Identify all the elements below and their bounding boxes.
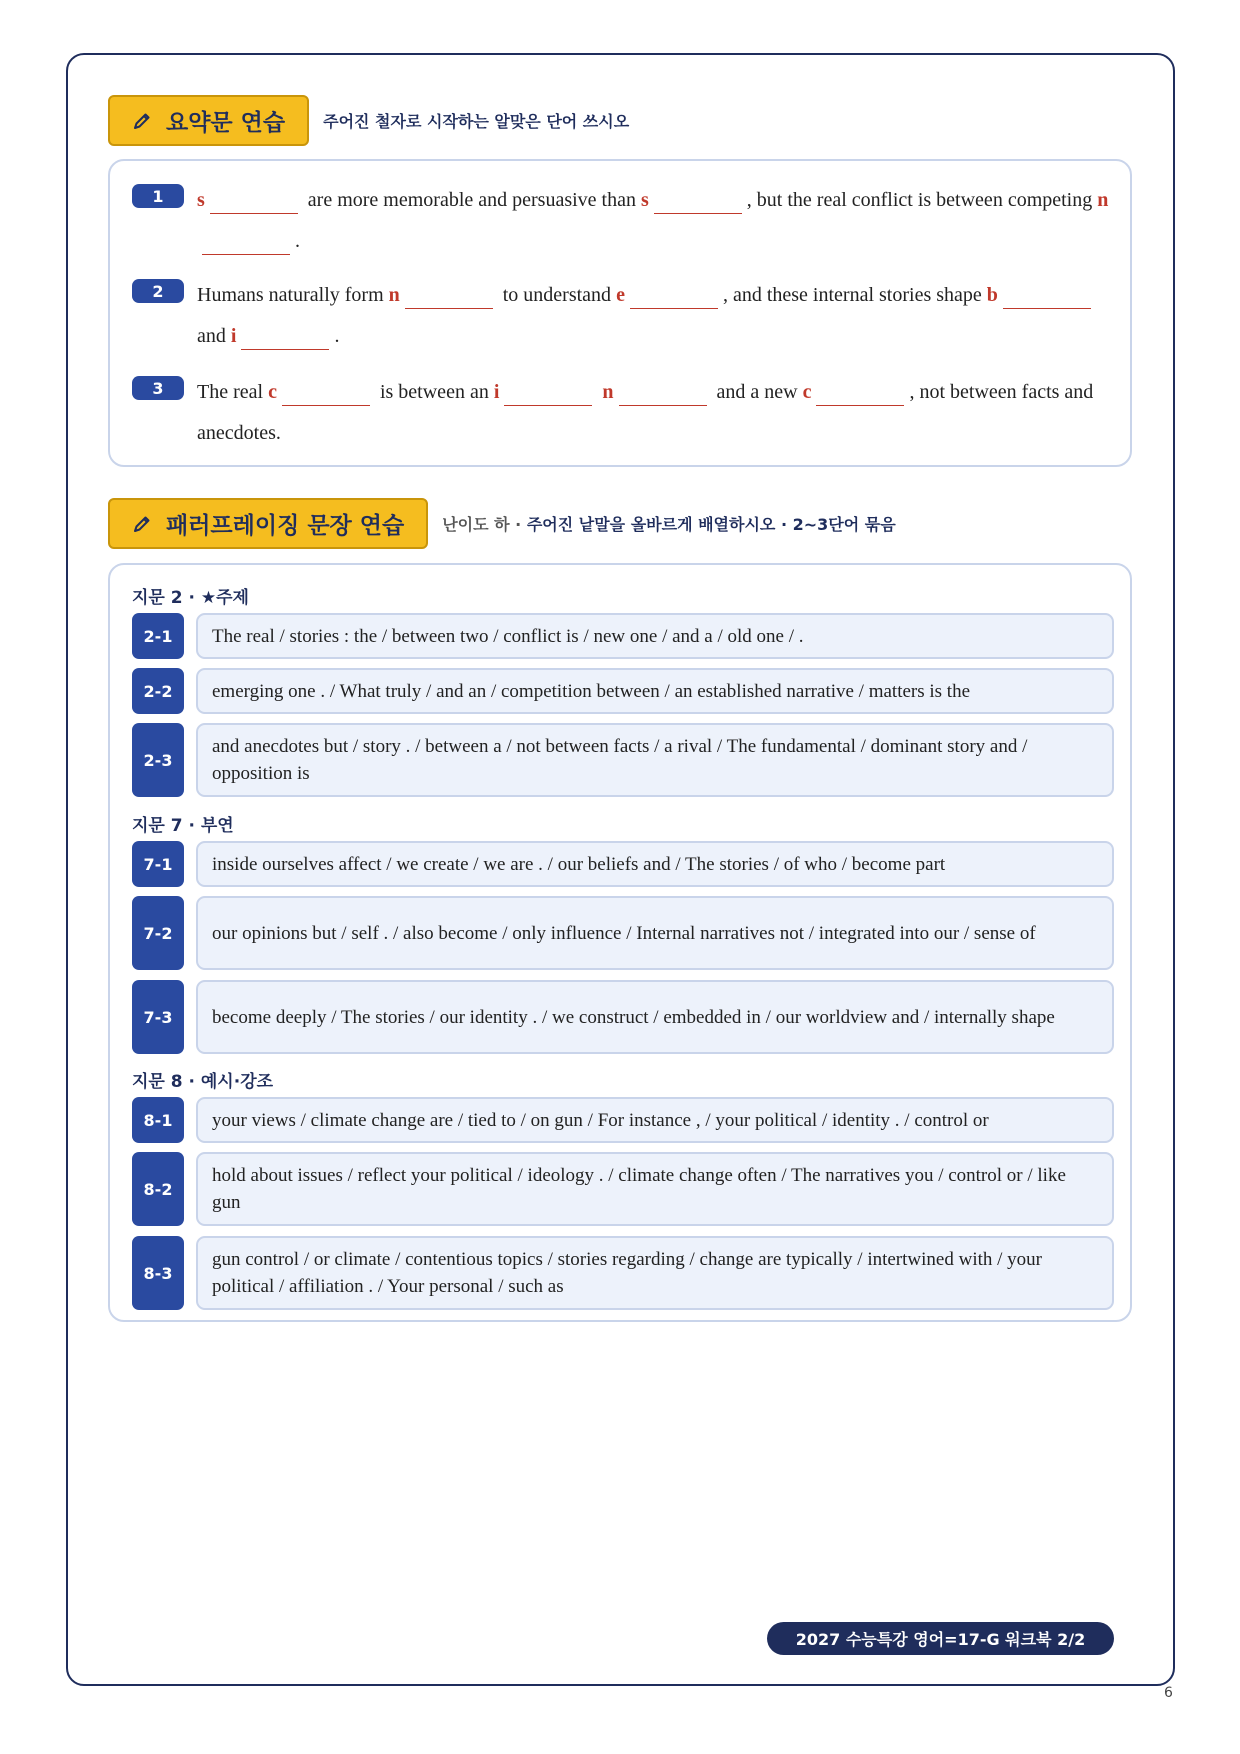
row-number: 7-3 [132,980,184,1054]
sentence-text: and [197,325,231,347]
row-word-chunks: your views / climate change are / tied to / on gun / For instance , / your political / identity . / control or [196,1097,1114,1143]
row-word-chunks: The real / stories : the / between two / conflict is / new one / and a / old one / . [196,613,1114,659]
group-title-7: 지문 7 · 부연 [132,816,234,836]
summary-instruction: 주어진 철자로 시작하는 알맞은 단어 쓰시오 [323,112,630,131]
sentence-text: . [334,325,340,347]
row-number: 8-1 [132,1097,184,1143]
sentence-text: . [295,230,300,252]
hint-letter: c [268,381,277,403]
answer-blank [210,190,298,214]
paraphrase-instruction [442,512,895,535]
paraphrase-section-header [108,498,896,549]
pencil-icon [132,111,152,131]
hint-letter: e [616,284,625,306]
summary-item-text [197,275,1117,357]
row-word-chunks: inside ourselves affect / we create / we are . / our beliefs and / The stories / of who / become part [196,841,1114,887]
answer-blank [405,285,493,309]
answer-blank [619,382,707,406]
row-number: 2-3 [132,723,184,797]
hint-letter: n [388,284,400,306]
sentence-text: Humans naturally form [197,284,389,306]
summary-item-text [197,180,1117,262]
row-number: 2-1 [132,613,184,659]
summary-box [108,159,1132,467]
sentence-text: and a new [711,381,803,403]
hint-letter: n [1097,189,1109,211]
hint-letter: s [641,189,649,211]
workbook-footer-badge: 2027 수능특강 영어=17-G 워크북 2/2 [767,1622,1114,1655]
row-word-chunks: and anecdotes but / story . / between a / not between facts / a rival / The fundamental / dominant story and / opposition is [196,723,1114,797]
summary-item-number: 2 [132,279,184,303]
hint-letter: s [197,189,205,211]
row-number: 8-2 [132,1152,184,1226]
sentence-text: is between an [374,381,494,403]
hint-letter: b [986,284,998,306]
row-number: 7-2 [132,896,184,970]
row-number: 7-1 [132,841,184,887]
hint-letter: c [802,381,812,403]
summary-item-number: 1 [132,184,184,208]
sentence-text: to understand [497,284,617,306]
hint-letter: n [602,381,614,403]
answer-blank [630,285,718,309]
row-word-chunks: our opinions but / self . / also become / only influence / Internal narratives not / integrated into our / sense of [196,896,1114,970]
row-word-chunks: hold about issues / reflect your political / ideology . / climate change often / The narratives you / control or / like gun [196,1152,1114,1226]
paraphrase-box [108,563,1132,1322]
summary-item-text [197,372,1117,454]
pencil-icon [132,514,152,534]
summary-item-number: 3 [132,376,184,400]
difficulty-label: 난이도 하 · [442,515,527,534]
paraphrase-title-tag [108,498,428,549]
answer-blank [1003,285,1091,309]
answer-blank [816,382,904,406]
summary-title-tag [108,95,309,146]
hint-letter: i [230,325,237,347]
hint-letter: i [493,381,500,403]
sentence-text: , not between facts and anecdotes. [197,381,1094,444]
answer-blank [504,382,592,406]
summary-section-header [108,95,629,146]
answer-blank [654,190,742,214]
paraphrase-instruction-text: 주어진 낱말을 올바르게 배열하시오 · 2~3단어 묶음 [526,515,896,534]
answer-blank [202,231,290,255]
row-word-chunks: gun control / or climate / contentious topics / stories regarding / change are typically / intertwined with / your political / affiliation . / Your personal / such as [196,1236,1114,1310]
paraphrase-title: 패러프레이징 문장 연습 [166,513,405,539]
summary-title: 요약문 연습 [166,110,286,136]
sentence-text: , but the real conflict is between competing [746,189,1098,211]
sentence-text: , and these internal stories shape [722,284,987,306]
group-title-2: 지문 2 · ★주제 [132,588,249,608]
row-number: 8-3 [132,1236,184,1310]
page-number: 6 [1164,1685,1173,1701]
row-word-chunks: emerging one . / What truly / and an / competition between / an established narrative / matters is the [196,668,1114,714]
answer-blank [241,326,329,350]
sentence-text: are more memorable and persuasive than [302,189,641,211]
answer-blank [282,382,370,406]
sentence-text: The real [197,381,269,403]
group-title-8: 지문 8 · 예시·강조 [132,1072,274,1092]
row-word-chunks: become deeply / The stories / our identity . / we construct / embedded in / our worldview and / internally shape [196,980,1114,1054]
row-number: 2-2 [132,668,184,714]
